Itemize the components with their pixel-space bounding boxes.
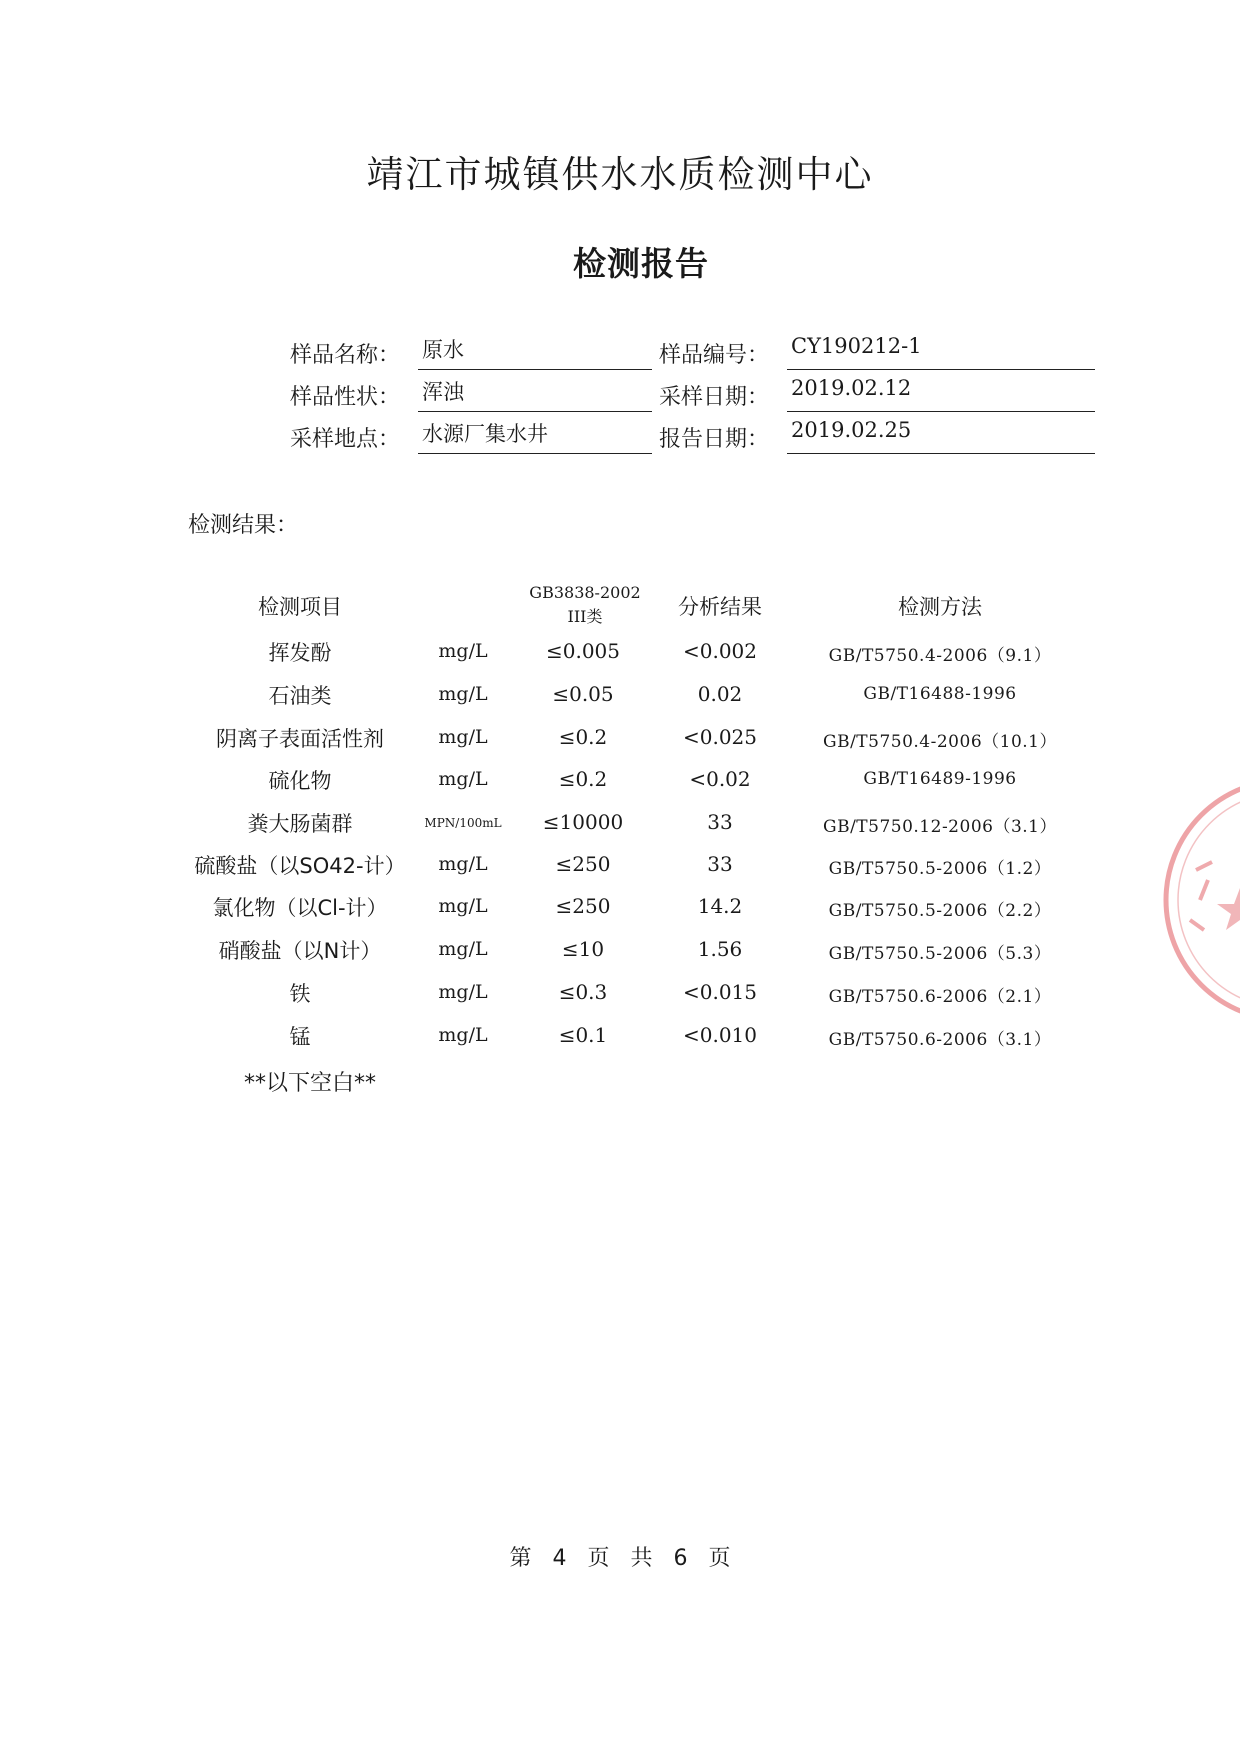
cell-item: 粪大肠菌群 xyxy=(247,812,353,836)
table-row xyxy=(0,680,1240,720)
header-standard-line2: III类 xyxy=(567,607,603,626)
table-row xyxy=(0,935,1240,975)
cell-result: <0.010 xyxy=(682,1023,757,1047)
cell-method: GB/T5750.5-2006（2.2） xyxy=(828,901,1052,921)
sample-name-label: 样品名称： xyxy=(290,343,401,368)
cell-result: 1.56 xyxy=(697,937,743,961)
cell-result: <0.02 xyxy=(689,767,751,791)
table-row xyxy=(0,637,1240,677)
report-date-field xyxy=(659,414,1095,454)
cell-unit: mg/L xyxy=(438,640,488,662)
cell-method: GB/T5750.5-2006（5.3） xyxy=(828,944,1052,964)
sample-number-value: CY190212-1 xyxy=(787,330,1095,370)
sample-state-value: 浑浊 xyxy=(418,372,652,412)
header-result: 分析结果 xyxy=(678,595,762,619)
sample-name-field xyxy=(290,330,652,370)
table-row xyxy=(0,723,1240,763)
cell-unit: mg/L xyxy=(438,981,488,1003)
seal-stamp-icon xyxy=(1160,770,1240,1030)
cell-standard: ≤250 xyxy=(555,852,611,876)
cell-unit: mg/L xyxy=(438,726,488,748)
cell-unit: mg/L xyxy=(438,1024,488,1046)
table-row xyxy=(0,765,1240,805)
cell-standard: ≤0.2 xyxy=(558,767,608,791)
cell-method: GB/T16489-1996 xyxy=(863,769,1017,789)
header-item: 检测项目 xyxy=(258,595,342,619)
header-method: 检测方法 xyxy=(898,595,982,619)
sampling-location-field xyxy=(290,414,652,454)
cell-result: <0.025 xyxy=(682,725,757,749)
end-of-table-note: **以下空白** xyxy=(243,1071,376,1096)
cell-standard: ≤0.005 xyxy=(545,639,620,663)
cell-result: <0.002 xyxy=(682,639,757,663)
sample-state-label: 样品性状： xyxy=(290,385,401,410)
cell-item: 挥发酚 xyxy=(268,641,332,665)
cell-standard: ≤0.3 xyxy=(558,980,608,1004)
organization-title: 靖江市城镇供水水质检测中心 xyxy=(366,153,874,196)
cell-standard: ≤0.1 xyxy=(558,1023,608,1047)
cell-standard: ≤10000 xyxy=(542,810,624,834)
cell-method: GB/T5750.6-2006（3.1） xyxy=(828,1030,1052,1050)
cell-method: GB/T5750.5-2006（1.2） xyxy=(828,859,1052,879)
header-standard xyxy=(515,581,655,629)
table-row xyxy=(0,850,1240,890)
cell-result: <0.015 xyxy=(682,980,757,1004)
table-row xyxy=(0,808,1240,848)
cell-standard: ≤10 xyxy=(561,937,605,961)
sample-number-field xyxy=(659,330,1095,370)
cell-standard: ≤250 xyxy=(555,894,611,918)
cell-method: GB/T16488-1996 xyxy=(863,684,1017,704)
cell-result: 14.2 xyxy=(697,894,743,918)
cell-method: GB/T5750.4-2006（9.1） xyxy=(828,646,1052,666)
cell-item: 铁 xyxy=(289,982,311,1006)
results-section-label: 检测结果： xyxy=(188,513,299,538)
cell-item: 锰 xyxy=(289,1025,311,1049)
cell-item: 阴离子表面活性剂 xyxy=(216,727,384,751)
cell-unit: mg/L xyxy=(438,683,488,705)
cell-unit: MPN/100mL xyxy=(424,816,502,830)
cell-result: 0.02 xyxy=(697,682,743,706)
sampling-date-value: 2019.02.12 xyxy=(787,372,1095,412)
sampling-location-label: 采样地点： xyxy=(290,427,401,452)
sample-number-label: 样品编号： xyxy=(659,343,770,368)
report-date-value: 2019.02.25 xyxy=(787,414,1095,454)
cell-unit: mg/L xyxy=(438,768,488,790)
cell-result: 33 xyxy=(707,810,733,834)
table-row xyxy=(0,1021,1240,1061)
table-row xyxy=(0,892,1240,932)
cell-unit: mg/L xyxy=(438,895,488,917)
cell-item: 硫化物 xyxy=(268,769,332,793)
cell-item: 氯化物（以Cl-计） xyxy=(212,896,388,920)
cell-standard: ≤0.05 xyxy=(552,682,614,706)
cell-method: GB/T5750.12-2006（3.1） xyxy=(823,817,1057,837)
cell-item: 石油类 xyxy=(268,684,332,708)
report-title: 检测报告 xyxy=(573,244,709,283)
sampling-date-label: 采样日期： xyxy=(659,385,770,410)
sampling-date-field xyxy=(659,372,1095,412)
cell-item: 硝酸盐（以N计） xyxy=(218,939,382,963)
sampling-location-value: 水源厂集水井 xyxy=(418,414,652,454)
report-date-label: 报告日期： xyxy=(659,427,770,452)
header-standard-line1: GB3838-2002 xyxy=(529,583,641,602)
table-row xyxy=(0,978,1240,1018)
cell-method: GB/T5750.4-2006（10.1） xyxy=(823,732,1057,752)
cell-unit: mg/L xyxy=(438,853,488,875)
sample-name-value: 原水 xyxy=(418,330,652,370)
cell-method: GB/T5750.6-2006（2.1） xyxy=(828,987,1052,1007)
sample-state-field xyxy=(290,372,652,412)
page-number: 第 4 页 共 6 页 xyxy=(509,1546,731,1571)
cell-result: 33 xyxy=(707,852,733,876)
cell-standard: ≤0.2 xyxy=(558,725,608,749)
cell-item: 硫酸盐（以SO42-计） xyxy=(194,854,406,878)
cell-unit: mg/L xyxy=(438,938,488,960)
